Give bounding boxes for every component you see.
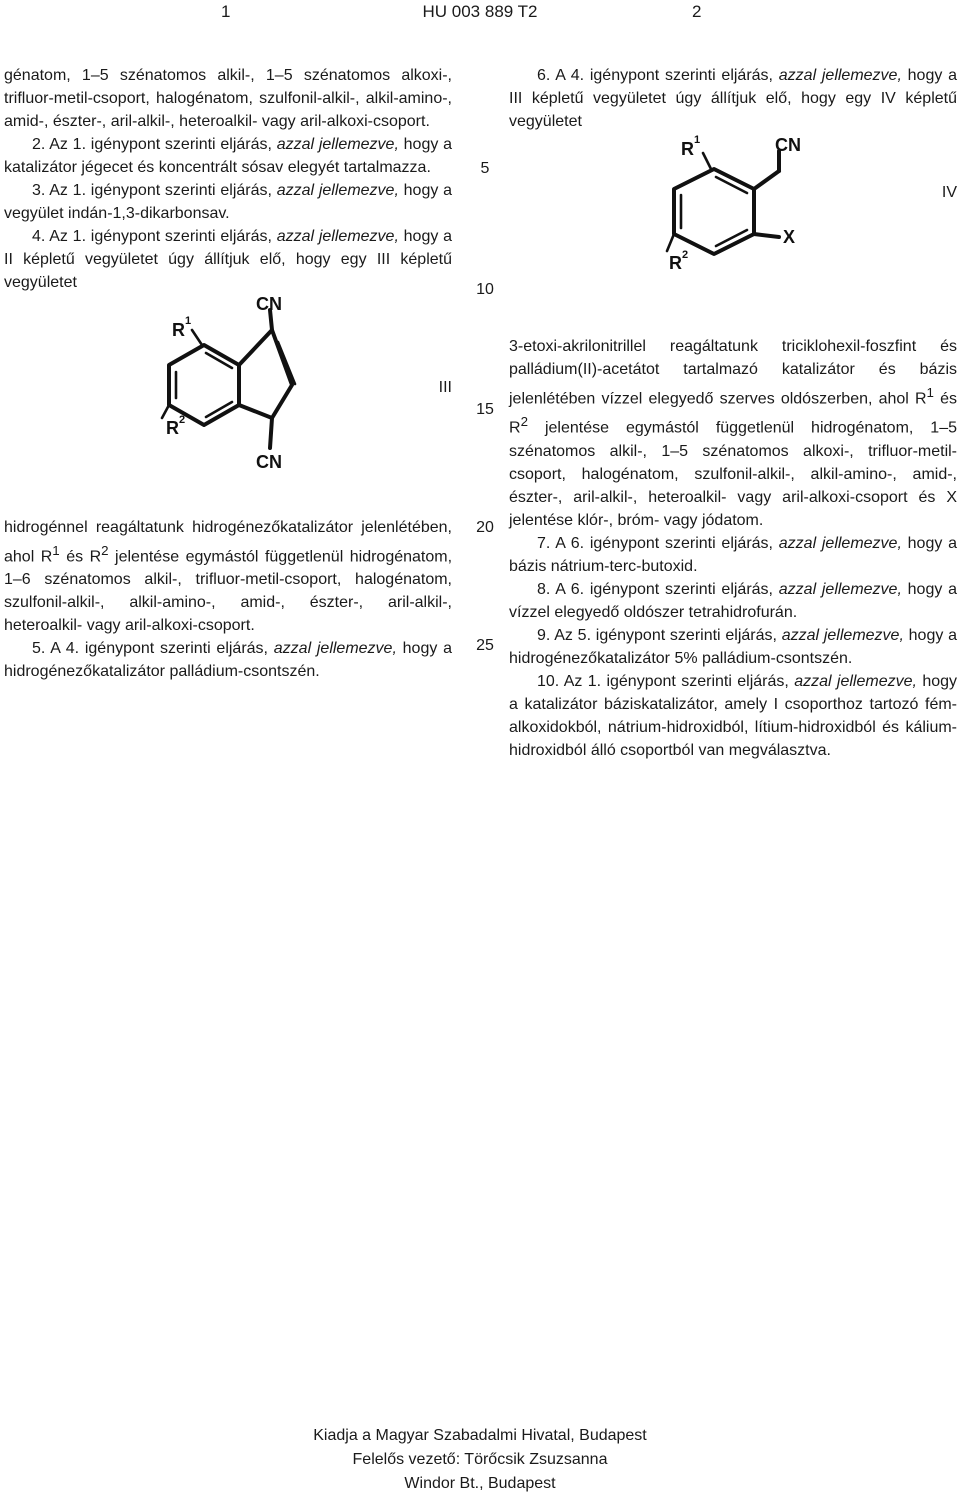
right-column [509, 64, 957, 762]
line-number-10: 10 [476, 281, 494, 298]
claim-6-continuation: 3-etoxi-akrilonitrillel reagáltatunk triciklohexil-foszfint és palládium(II)-acetátot tartalmazó katalizátor és bázis jelenlétében vízzel elegyedő szerves oldószerben, ahol $R^1$ és $R^2$ jelentése egymástól függetlenül hidrogénatom, 1–5 szénatomos alkil-, 1–5 szénatomos alkoxi-, trifluor-metil-csoport, halogénatom, szulfonil-alkil-, alkil-amino-, amid-, észter-, aril-alkil-, heteroalkil- vagy aril-alkoxi-csoport és X jelentése klór-, bróm- vagy jódatom. [509, 338, 958, 529]
formula-label-iv: IV [941, 184, 957, 201]
claim-4: 4. Az 1. igénypont szerinti eljárás, azzal jellemezve, hogy a II képletű vegyületet úgy állítjuk elő, hogy egy III képletű vegyületet [4, 228, 453, 291]
r2-label: R [166, 418, 179, 438]
page-number-right: 2 [692, 2, 702, 21]
r1-superscript: 1 [185, 315, 192, 327]
claim-5: 5. A 4. igénypont szerinti eljárás, azzal jellemezve, hogy a hidrogénezőkatalizátor palládium-csontszén. [4, 640, 453, 681]
claim-2: 2. Az 1. igénypont szerinti eljárás, azzal jellemezve, hogy a katalizátor jégecet és koncentrált sósav elegyét tartalmazza. [4, 136, 453, 176]
claim-8: 8. A 6. igénypont szerinti eljárás, azzal jellemezve, hogy a vízzel elegyedő oldószer tetrahidrofurán. [509, 580, 958, 621]
aryl-acetonitrile-structure [659, 134, 919, 309]
publisher-line: Kiadja a Magyar Szabadalmi Hivatal, Budapest [313, 1427, 647, 1444]
line-number-25: 25 [476, 637, 494, 654]
r2-superscript: 2 [682, 249, 689, 261]
r1-superscript: 1 [694, 134, 701, 146]
r2-label: R [669, 253, 682, 273]
claim-4-continuation: hidrogénnel reagáltatunk hidrogénezőkatalizátor jelenlétében, ahol $R^1$ és $R^2$ jelentése egymástól függetlenül hidrogénatom, 1–6 szénatomos alkil-, trifluor-metil-csoport, halogénatom, szulfonil-alkil-, alkil-amino-, amid-, észter-, aril-alkil-, heteroalkil- vagy aril-alkoxi-csoport. [4, 519, 453, 635]
claim-3: 3. Az 1. igénypont szerinti eljárás, azzal jellemezve, hogy a vegyület indán-1,3-dikarbonsav. [4, 182, 453, 222]
line-number-20: 20 [476, 519, 494, 536]
claim-6: 6. A 4. igénypont szerinti eljárás, azzal jellemezve, hogy a III képletű vegyületet úgy állítjuk elő, hogy egy IV képletű vegyületet [509, 67, 958, 130]
page-number-left: 1 [221, 2, 231, 21]
r1-label: R [172, 320, 185, 340]
formula-label-iii: III [438, 379, 452, 396]
formula-iv [509, 134, 957, 329]
r2-superscript: 2 [179, 414, 186, 426]
claim-10: 10. Az 1. igénypont szerinti eljárás, azzal jellemezve, hogy a katalizátor báziskatalizátor, amely I csoporthoz tartozó fém-alkoxidokból, nátrium-hidroxidból, lítium-hidroxidból és kálium-hidroxidból álló csoportból van megválasztva. [509, 672, 958, 759]
responsible-person-line: Felelős vezető: Törőcsik Zsuzsanna [352, 1451, 608, 1468]
left-column [4, 64, 452, 683]
claim-7: 7. A 6. igénypont szerinti eljárás, azzal jellemezve, hogy a bázis nátrium-terc-butoxid. [509, 534, 958, 575]
claim-9: 9. Az 5. igénypont szerinti eljárás, azzal jellemezve, hogy a hidrogénezőkatalizátor 5% palládium-csontszén. [509, 626, 958, 667]
cn-bottom-label: CN [256, 452, 282, 472]
cn-top-label: CN [256, 294, 282, 314]
patent-number: HU 003 889 T2 [422, 2, 538, 21]
line-number-5: 5 [480, 160, 490, 177]
continued-text: génatom, 1–5 szénatomos alkil-, 1–5 szénatomos alkoxi-, trifluor-metil-csoport, halogénatom, szulfonil-alkil-, alkil-amino-, amid-, észter-, aril-alkil-, heteroalkil- vagy aril-alkoxi-csoport. [4, 67, 452, 130]
line-number-15: 15 [476, 401, 494, 418]
cn-label: CN [775, 135, 801, 155]
printer-line: Windor Bt., Budapest [404, 1475, 556, 1492]
r1-label: R [681, 139, 694, 159]
x-label: X [783, 227, 796, 247]
formula-iii [4, 294, 452, 510]
indene-dicarbonitrile-structure [154, 294, 454, 510]
